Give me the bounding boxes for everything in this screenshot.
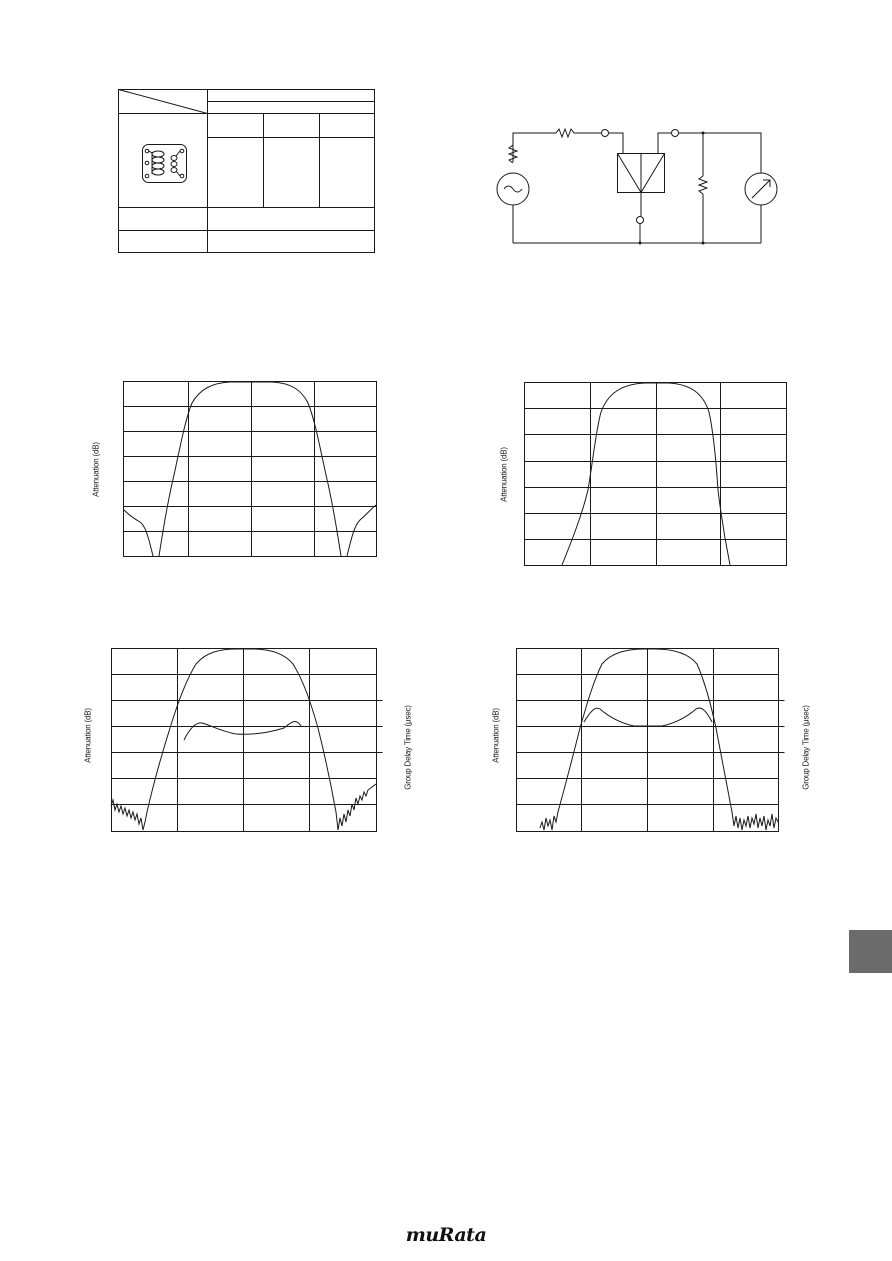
chart-4-ylabel: Attenuation (dB): [491, 708, 501, 763]
attenuation-curve: [540, 649, 778, 830]
chart-3-ylabel-right: Group Delay Time (μsec): [403, 705, 413, 790]
chart-2-ylabel: Attenuation (dB): [499, 447, 509, 502]
chart-3-ylabel: Attenuation (dB): [83, 708, 93, 763]
chart-4-ylabel-right: Group Delay Time (μsec): [801, 705, 811, 790]
chart-1-ylabel: Attenuation (dB): [91, 442, 101, 497]
section-tab-marker: [849, 930, 892, 973]
murata-logo: muRata: [405, 1224, 487, 1246]
